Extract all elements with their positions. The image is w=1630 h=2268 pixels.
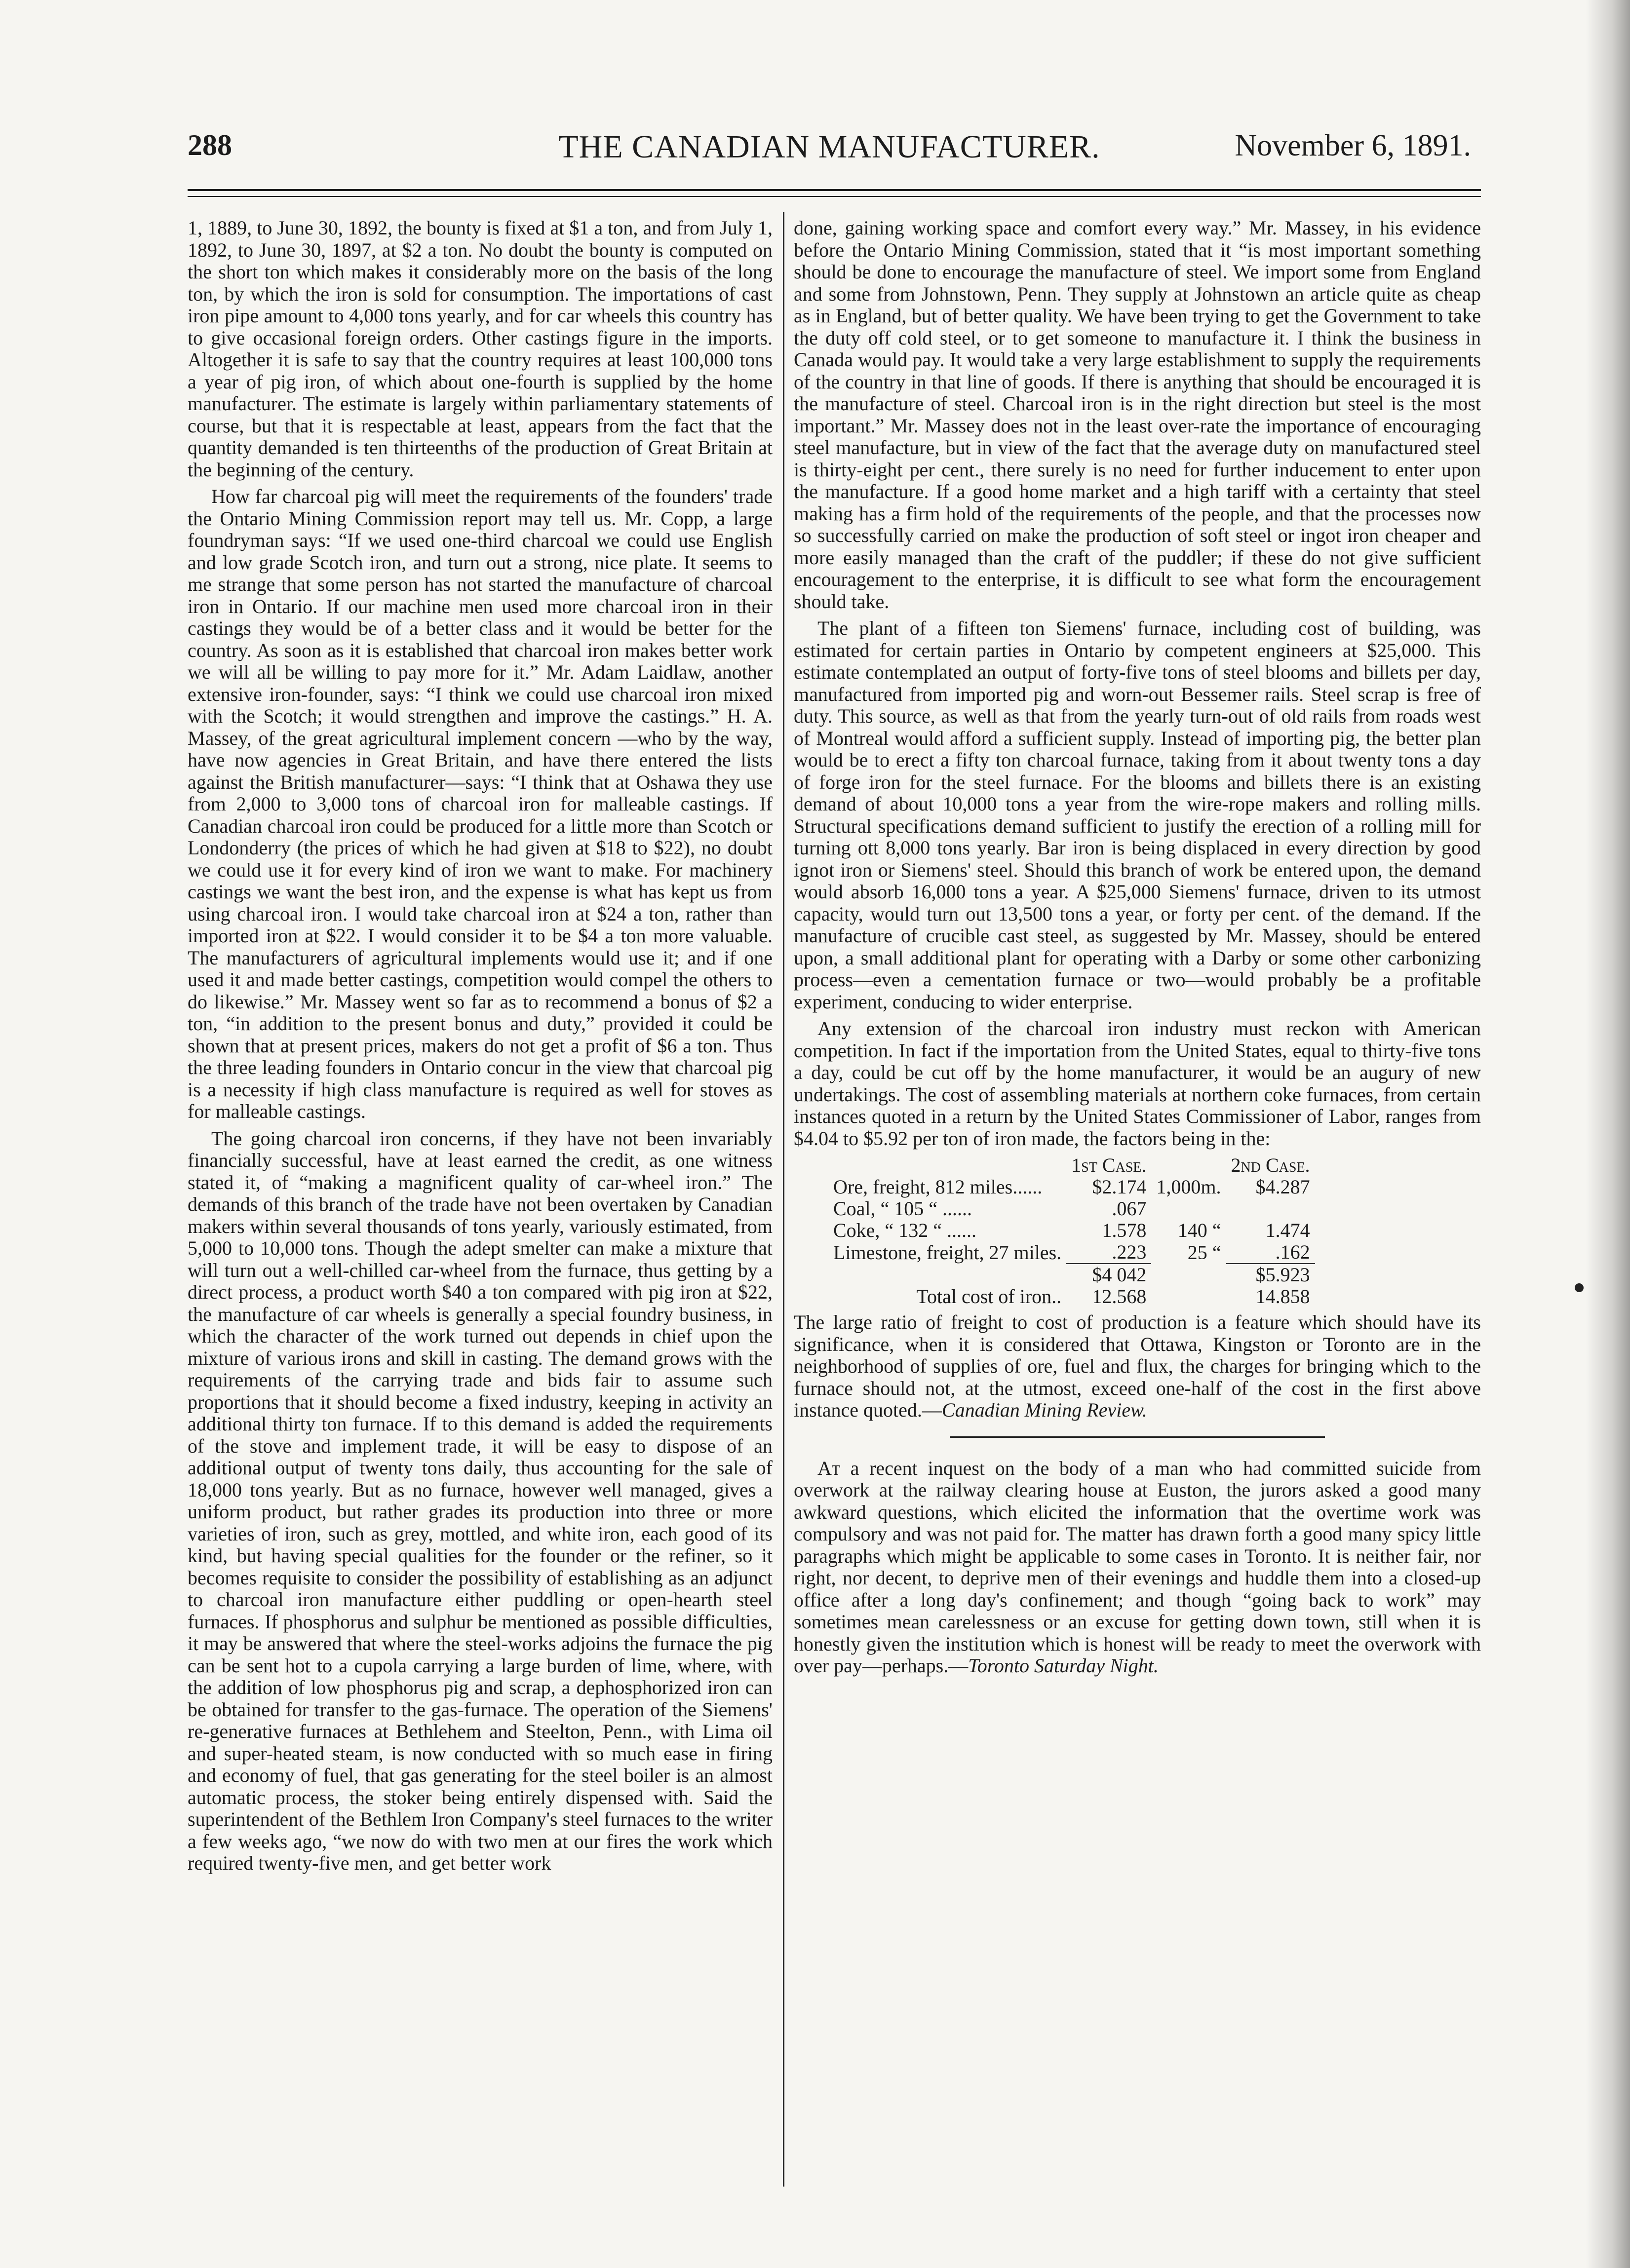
total-row — [828, 1286, 1315, 1307]
case2-quantity: 25 “ — [1187, 1241, 1221, 1264]
case1-value: $2.174 — [1092, 1176, 1147, 1198]
page-number: 288 — [188, 129, 232, 161]
case1-value: .223 — [1112, 1241, 1147, 1263]
margin-mark — [1575, 1283, 1584, 1292]
case2-total: 14.858 — [1255, 1285, 1310, 1307]
cost-table-header — [828, 1154, 1315, 1176]
journal-title: THE CANADIAN MANUFACTURER. — [558, 129, 1100, 165]
left-paragraph-2: How far charcoal pig will meet the requirements of the founders' trade the Ontario Mining Commission report may tell us. Mr. Copp, a large foundryman says: “If we used one-third charcoal we could use English and low grade Scotch iron, and turn out a strong, nice plate. It seems to me strange that some person has not started the manufacture of charcoal iron in Ontario. If our machine men used more charcoal iron in their castings they would be of a better class and it would be better for the country. As soon as it is established that charcoal iron makes better work we will all be willing to pay more for it.” Mr. Adam Laidlaw, another extensive iron-founder, says: “I think we could use charcoal iron mixed with the Scotch; it would strengthen and improve the castings.” H. A. Massey, of the great agricultural implement concern —who by the way, have now agencies in Great Britain, and have there entered the lists against the British manufacturer—says: “I think that at Oshawa they use from 2,000 to 3,000 tons of charcoal iron for malleable castings. If Canadian charcoal iron could be produced for a little more than Scotch or Londonderry (the prices of which he had given at $18 to $22), no doubt we could use it for every kind of iron we want to make. For machinery castings we want the best iron, and the expense is what has kept us from using charcoal iron. I would take charcoal iron at $24 a ton, rather than imported iron at $22. I would consider it to be $4 a ton more valuable. The manufacturers of agricultural implements would use it; and if one used it and made better castings, competition would compel the others to do likewise.” Mr. Massey went so far as to recommend a bonus of $2 a ton, “in addition to the present bonus and duty,” provided it could be shown that at present prices, makers do not get a profit of $6 a ton. Thus the three leading founders in Ontario concur in the view that charcoal pig is a necessity if high class manufacture is required as well for stoves as for malleable castings. — [188, 485, 773, 1122]
case2-value: 1.474 — [1265, 1219, 1310, 1241]
row-label: Coal, “ 105 “ ...... — [833, 1197, 972, 1220]
left-paragraph-1: 1, 1889, to June 30, 1892, the bounty is fixed at $1 a ton, and from July 1, 1892, to June 30, 1897, at $2 a ton. No doubt the bounty is computed on the short ton which makes it considerably more on the basis of the long ton, by which the iron is sold for consumption. The importations of cast iron pipe amount to 4,000 tons yearly, and for car wheels this country has to give occasional foreign orders. Other castings figure in the imports. Altogether it is safe to say that the country requires at least 100,000 tons a year of pig iron, of which about one-fourth is supplied by the home manufacturer. The estimate is largely within parliamentary statements of course, but that it is respectable at least, appears from the fact that the quantity demanded is ten thirteenths of the production of Great Britain at the beginning of the century. — [188, 217, 773, 481]
header-rule-bottom — [188, 196, 1481, 197]
right-paragraph-4 — [794, 1311, 1481, 1422]
right-paragraph-2: The plant of a fifteen ton Siemens' furnace, including cost of building, was estimated for certain parties in Ontario by competent engineers at $25,000. This estimate contemplated an output of forty-five tons of steel blooms and billets per day, manufactured from imported pig and worn-out Bessemer rails. Steel scrap is free of duty. This source, as well as that from the yearly turn-out of old rails from roads west of Montreal would afford a sufficient supply. Instead of importing pig, the better plan would be to erect a fifty ton charcoal furnace, taking from it about twenty tons a day of forge iron for the steel furnace. For the blooms and billets there is an existing demand of about 10,000 tons a year from the wire-rope makers and rolling mills. Structural specifications demand sufficient to justify the erection of a rolling mill for turning ott 8,000 tons yearly. Bar iron is being displaced in every direction by good ignot iron or Siemens' steel. Should this branch of work be entered upon, the demand would absorb 16,000 tons a year. A $25,000 Siemens' furnace, driven to its utmost capacity, would turn out 13,500 tons a year, or forty per cent. of the demand. If the manufacture of crucible cast steel, as suggested by Mr. Massey, should be entered upon, a small additional plant for operating with a Darby or some other carbonizing process—even a cementation furnace or two—would probably be a profitable experiment, conducing to wider enterprise. — [794, 617, 1481, 1013]
row-label: Coke, “ 132 “ ...... — [833, 1219, 976, 1241]
case2-quantity: 1,000m. — [1156, 1176, 1221, 1198]
source-credit: Toronto Saturday Night. — [968, 1654, 1159, 1677]
case1-subtotal: $4 042 — [1066, 1264, 1151, 1286]
case2-quantity: 140 “ — [1177, 1219, 1221, 1241]
page-header — [188, 123, 1471, 178]
subtotal-row — [828, 1264, 1315, 1286]
case2-value: .162 — [1275, 1241, 1310, 1263]
total-label: Total cost of iron.. — [916, 1285, 1062, 1307]
row-label: Limestone, freight, 27 miles. — [833, 1241, 1062, 1264]
table-row — [828, 1198, 1315, 1220]
lead-word: At — [817, 1457, 840, 1479]
cost-table — [828, 1154, 1315, 1307]
table-row — [828, 1241, 1315, 1264]
freight-paragraph-text: The large ratio of freight to cost of production is a feature which should have its significance, when it is considered that Ottawa, Kingston or Toronto are in the neighborhood of supplies of ore, fuel and flux, the charges for bringing which to the furnace should not, at the utmost, exceed one-half of the cost in the first above instance quoted.— — [794, 1311, 1481, 1421]
article-separator — [950, 1436, 1325, 1438]
case1-value: .067 — [1112, 1197, 1147, 1220]
case2-quantity — [1151, 1198, 1226, 1220]
case2-value: $4.287 — [1255, 1176, 1310, 1198]
page-edge — [1586, 0, 1630, 2268]
issue-date: November 6, 1891. — [1235, 129, 1471, 162]
left-paragraph-3: The going charcoal iron concerns, if they have not been invariably financially successful, have at least earned the credit, as one witness stated it, of “making a magnificent quality of car-wheel iron.” The demands of this branch of the trade have not been overtaken by Canadian makers within several thousands of tons yearly, variously estimated, from 5,000 to 10,000 tons. Though the adept smelter can make a mixture that will turn out a well-chilled car-wheel from the furnace, thus getting by a direct process, a product worth $40 a ton compared with pig iron at $22, the manufacture of car wheels is generally a special foundry business, in which the character of the work turned out depends in chief upon the mixture of various irons and skill in casting. The demand grows with the requirements of the carrying trade and bids fair to assume such proportions that it should become a fixed industry, keeping in activity an additional thirty ton furnace. If to this demand is added the requirements of the stove and implement trade, it will be easy to dispose of an additional output of twenty tons daily, thus accounting for the sale of 18,000 tons yearly. But as no furnace, however well managed, gives a uniform product, but rather grades its production into three or more varieties of iron, such as grey, mottled, and white iron, each good of its kind, but having special qualities for the founder or the refiner, so it becomes requisite to consider the possibility of establishing as an adjunct to charcoal iron manufacture either puddling or open-hearth steel furnaces. If phosphorus and sulphur be mentioned as possible difficulties, it may be answered that where the steel-works adjoins the furnace the pig can be sent hot to a cupola carrying a large burden of lime, where, with the addition of low phosphorus pig and scrap, a dephosphorized iron can be obtained for transfer to the gas-furnace. The operation of the Siemens' re-generative furnaces at Bethlehem and Steelton, Penn., with Lima oil and super-heated steam, is now conducted with so much ease in firing and economy of fuel, that gas generating for the steel boiler is an almost automatic process, the stoker being entirely dispensed with. Said the superintendent of the Bethlem Iron Company's steel furnaces to the writer a few weeks ago, “we now do with two men at our fires the work which required twenty-five men, and get better work — [188, 1127, 773, 1874]
header-rule-top — [188, 189, 1481, 191]
column-divider — [783, 212, 784, 2187]
row-label: Ore, freight, 812 miles...... — [833, 1176, 1043, 1198]
case2-header: 2nd Case. — [1231, 1154, 1310, 1176]
source-credit: Canadian Mining Review. — [941, 1399, 1147, 1421]
table-row — [828, 1220, 1315, 1241]
case1-header: 1st Case. — [1071, 1154, 1147, 1176]
inquest-paragraph-text: a recent inquest on the body of a man who had committed suicide from overwork at the railway clearing house at Euston, the jurors asked a good many awkward questions, which elicited the information that the overtime work was compulsory and was not paid for. The matter has drawn forth a good many spicy little paragraphs which might be applicable to some cases in Toronto. It is neither fair, nor right, nor decent, to deprive men of their evenings and huddle them into a closed-up office after a long day's confinement; and though “going back to work” may sometimes mean carelessness or an excuse for getting down town, still when it is honestly given the institution which is honest will be ready to meet the overwork with over pay—perhaps.— — [794, 1457, 1481, 1677]
case1-value: 1.578 — [1102, 1219, 1147, 1241]
table-row — [828, 1176, 1315, 1198]
right-column — [794, 217, 1481, 1682]
right-paragraph-3: Any extension of the charcoal iron industry must reckon with American competition. In fact if the importation from the United States, equal to thirty-five tons a day, could be cut off by the home manufacturer, it would be an augury of new undertakings. The cost of assembling materials at northern coke furnaces, from certain instances quoted in a return by the United States Commissioner of Labor, ranges from $4.04 to $5.92 per ton of iron made, the factors being in the: — [794, 1017, 1481, 1150]
case2-subtotal: $5.923 — [1226, 1264, 1315, 1286]
right-paragraph-5 — [794, 1458, 1481, 1677]
case1-total: 12.568 — [1092, 1285, 1147, 1307]
right-paragraph-1: done, gaining working space and comfort every way.” Mr. Massey, in his evidence before the Ontario Mining Commission, stated that it “is most important something should be done to encourage the manufacture of steel. We import some from England and some from Johnstown, Penn. They supply at Johnstown an article quite as cheap as in England, but of better quality. We have been trying to get the Government to take the duty off cold steel, or to get someone to manufacture it. I think the business in Canada would pay. It would take a very large establishment to supply the requirements of the country in that line of goods. If there is anything that should be encouraged it is the manufacture of steel. Charcoal iron is in the right direction but steel is the most important.” Mr. Massey does not in the least over-rate the importance of encouraging steel manufacture, but in view of the fact that the average duty on manufactured steel is thirty-eight per cent., there surely is no need for further inducement to enter upon the manufacture. If a good home market and a high tariff with a certainty that steel making has a firm hold of the requirements of the people, and that the processes now so successfully carried on make the production of soft steel or ingot iron cheaper and more easily managed than the craft of the puddler; if these do not give sufficient encouragement to the enterprise, it is difficult to see what form the encouragement should take. — [794, 217, 1481, 613]
case2-value — [1226, 1198, 1315, 1220]
left-column — [188, 217, 773, 1880]
